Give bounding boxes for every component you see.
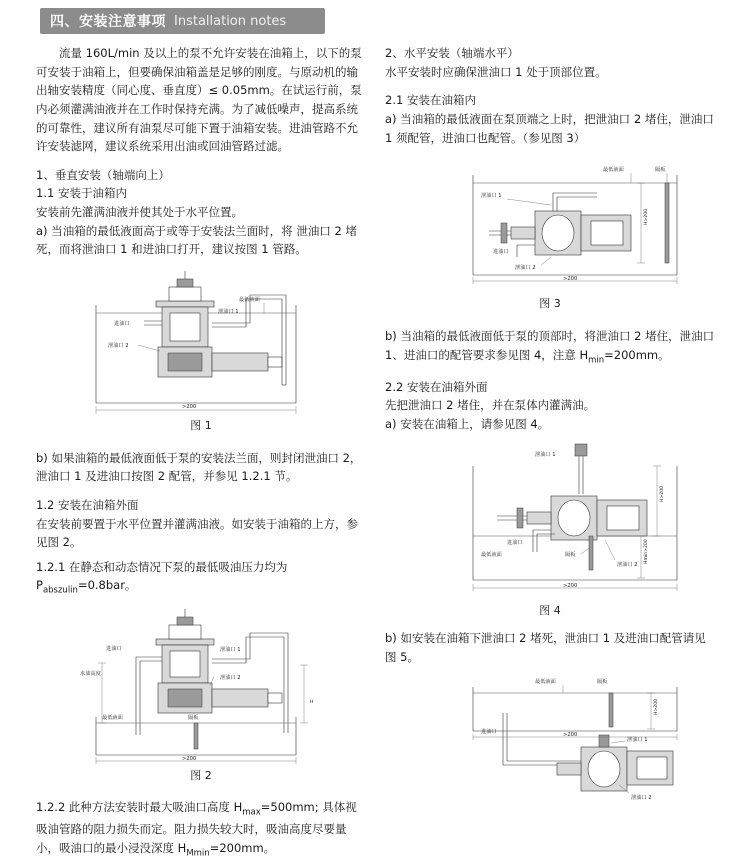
- fig1-label-dim: >200: [182, 403, 197, 410]
- fig2-label-dim-h: H: [310, 699, 314, 705]
- formula-p: P: [36, 578, 43, 593]
- fig2-label-baffle: 隔板: [188, 714, 199, 721]
- heading-vertical-install: 1、垂直安装（轴端向上）: [36, 167, 170, 182]
- para-2-2-a: a) 安装在油箱上，请参见图 4。: [385, 416, 550, 431]
- figure-2: [36, 605, 366, 765]
- para-1-2-2: [36, 798, 366, 861]
- fig2-label-drain2: 泄油口 2: [220, 674, 241, 681]
- heading-2-2: 2.2 安装在油箱外面: [385, 379, 488, 394]
- para-2-1-a: a) 当油箱的最低液面在泵顶端之上时，把泄油口 2 堵住，泄油口 1 须配管，进油口也配管。（参见图 3）: [385, 111, 714, 145]
- figure-5: [385, 673, 715, 803]
- heading-1-1: 1.1 安装于油箱内: [36, 186, 127, 201]
- para-1-2-1-formula: [36, 576, 366, 598]
- heading-1-2: 1.2 安装在油箱外面: [36, 497, 139, 512]
- fig4-label-dim-min: Hmin>200: [644, 538, 649, 564]
- fig3-label-drain2: 泄油口 2: [515, 265, 536, 272]
- para-2-1-b-sub: min: [588, 354, 605, 365]
- para-2-2-b: b) 如安装在油箱下泄油口 2 堵死，泄油口 1 及进油口配管请见图 5。: [385, 631, 706, 664]
- formula-sub: abszulin: [42, 585, 78, 596]
- para-1-2: 在安装前要置于水平位置并灌满油液。如安装于油箱的上方，参见图 2。: [36, 516, 358, 550]
- heading-2-1: 2.1 安装在油箱内: [385, 93, 476, 108]
- fig2-label-min-level: 最低液面: [102, 714, 123, 721]
- para-2-1-b-a: b) 当油箱的最低液面低于泵的顶部时，将泄油口 2 堵住，泄油口 1、进油口的配管要求参见图 4，注意 H: [385, 328, 715, 362]
- fig2-label-dim: >200: [182, 755, 197, 762]
- para-2-1-b: [385, 327, 715, 368]
- fig3-label-min-level: 最低液面: [603, 167, 624, 174]
- fig4-label-inlet: 进油口: [507, 539, 523, 546]
- heading-horizontal-install: 2、水平安装（轴端水平）: [385, 46, 519, 60]
- fig5-label-baffle: 隔板: [597, 678, 608, 685]
- intro-paragraph: 流量 160L/min 及以上的泵不允许安装在油箱上，以下的泵可安装于油箱上，但要确保油箱盖是足够的刚度。与原动机的输出轴安装精度（同心度、垂直度）≤ 0.05mm。在试运行前，泵内必须灌满油液并在工作时保持充满。为了减低噪声，提高系统的可靠性，建议所有油泵尽可能下置于油箱安装。进油管路不允许安装滤网，建议系统采用出油或回油管路过滤。: [36, 46, 362, 154]
- figure-4-caption: 图 4: [539, 603, 561, 617]
- fig4-label-baffle: 隔板: [565, 551, 576, 558]
- figure-3: [385, 153, 715, 293]
- fig4-label-min-level: 最低液面: [481, 551, 502, 558]
- para-1-1-a: a) 当油箱的最低液面高于或等于安装法兰面时，将 泄油口 2 堵死，而将泄油口 1 和进油口打开，建议按图 1 管路。: [36, 223, 357, 257]
- para-1-2-2-b: =500mm; 具体视吸油管路的阻力损失而定。阻力损失较大时，吸油高度尽要量小，吸油口的最小浸没深度 H: [36, 800, 357, 855]
- fig3-label-inlet: 进油口: [493, 249, 509, 256]
- para-1-1-lead: 安装前先灌满油液并使其处于水平位置。: [36, 205, 243, 219]
- para-2-2: 先把泄油口 2 堵住，并在泵体内灌满油。: [385, 398, 596, 413]
- fig5-label-inlet: 进油口: [481, 728, 497, 735]
- fig5-label-dim: >200: [563, 731, 578, 738]
- section-header: [40, 8, 325, 34]
- section-title-en: Installation notes: [174, 13, 287, 29]
- fig1-label-inlet: 进油口: [114, 320, 130, 327]
- fig3-label-dim: >200: [563, 276, 578, 283]
- right-column: [385, 44, 715, 803]
- para-1-2-2-sub2: Mmin: [186, 848, 210, 859]
- figure-1: [36, 265, 366, 415]
- fig4-label-dim: >200: [563, 582, 578, 589]
- section-title-cn: 四、安装注意事项: [50, 14, 166, 30]
- figure-3-caption: 图 3: [539, 297, 561, 311]
- fig4-label-dim-h: H>200: [660, 485, 665, 502]
- fig2-label-drain1: 泄油口 1: [220, 646, 241, 653]
- fig5-label-drain1: 泄油口 1: [627, 736, 648, 743]
- fig2-label-inlet: 进油口: [106, 645, 122, 652]
- fig5-label-min-level: 最低液面: [535, 678, 556, 685]
- fig5-label-dim-h: H>200: [654, 698, 659, 715]
- figure-2-caption: 图 2: [190, 768, 212, 782]
- fig3-label-baffle: 隔板: [655, 167, 666, 174]
- para-1-2-2-c: =200mm。: [209, 841, 276, 855]
- formula-value: =0.8bar。: [77, 578, 137, 593]
- figure-4: [385, 440, 715, 600]
- fig2-label-suction: 求油高度: [80, 670, 101, 677]
- para-2-1-b-b: =200mm。: [604, 347, 670, 362]
- fig3-label-dim-h: H>200: [644, 209, 649, 226]
- para-1-2-2-sub1: max: [242, 807, 261, 818]
- para-1-2-1: 1.2.1 在静态和动态情况下泵的最低吸油压力均为: [36, 559, 288, 574]
- para-2: 水平安装时应确保泄油口 1 处于顶部位置。: [385, 64, 607, 79]
- para-1-2-2-a: 1.2.2 此种方法安装时最大吸油口高度 H: [36, 800, 243, 815]
- fig4-label-drain1: 泄油口 1: [535, 451, 556, 458]
- para-1-1-b: b) 如果油箱的最低液面低于泵的安装法兰面，则封闭泄油口 2，泄油口 1 及进油口按图 2 配管，并参见 1.2.1 节。: [36, 450, 362, 484]
- fig1-label-drain1: 泄油口 1: [218, 308, 239, 315]
- figure-1-caption: 图 1: [190, 418, 212, 432]
- fig4-label-drain2: 泄油口 2: [617, 561, 638, 568]
- left-column: [36, 44, 366, 861]
- fig1-label-drain2: 泄油口 2: [108, 342, 129, 349]
- fig3-label-drain1: 泄油口 1: [481, 193, 502, 200]
- fig5-label-drain2: 泄油口 2: [631, 794, 652, 801]
- fig1-label-min-level: 最低液面: [239, 296, 260, 303]
